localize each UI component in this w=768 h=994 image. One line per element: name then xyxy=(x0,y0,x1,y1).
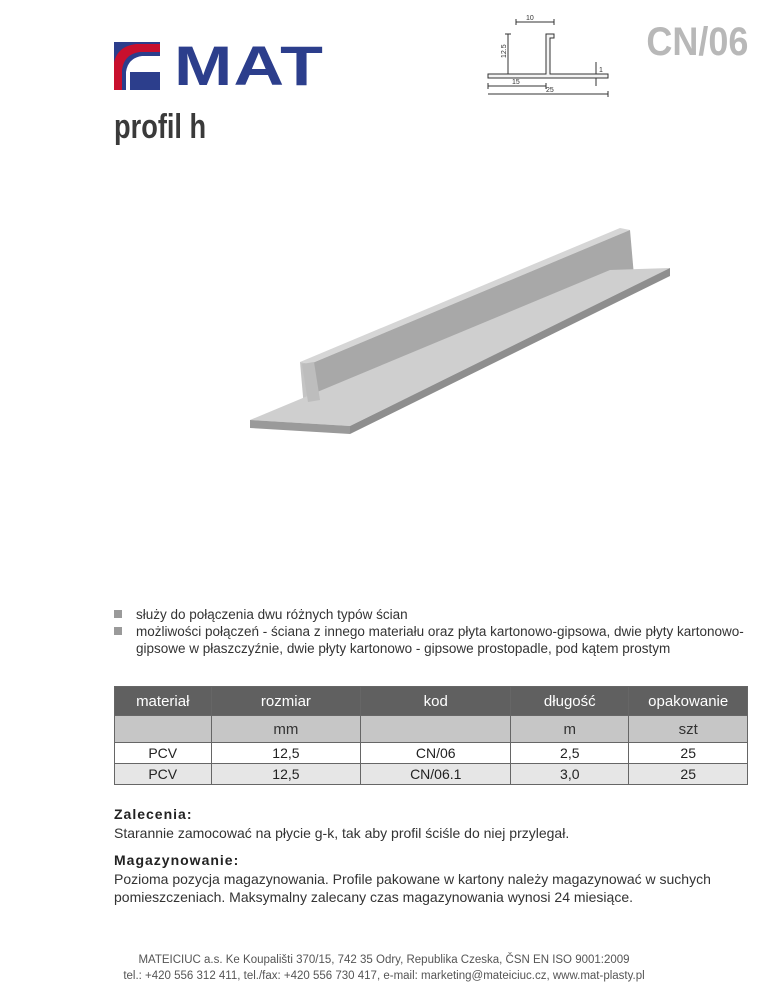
bullet-icon xyxy=(114,610,122,618)
feature-text: służy do połączenia dwu różnych typów ścian xyxy=(136,607,408,622)
feature-item xyxy=(114,606,754,623)
mat-logo xyxy=(114,34,328,97)
unit-cell: mm xyxy=(211,716,361,743)
dim-total-label: 25 xyxy=(546,87,554,94)
table-header-row xyxy=(115,687,748,716)
table-row xyxy=(115,764,748,785)
unit-cell xyxy=(361,716,511,743)
table-cell: PCV xyxy=(115,764,212,785)
storage-text: Pozioma pozycja magazynowania. Profile pakowane w kartony należy magazynować w suchych pomieszczeniach. Maksymalny zalecany czas magazynowania wynosi 24 miesiące. xyxy=(114,871,711,905)
table-units-row xyxy=(115,716,748,743)
col-header: rozmiar xyxy=(211,687,361,716)
logo-mark-icon xyxy=(114,42,174,90)
bullet-icon xyxy=(114,627,122,635)
feature-list xyxy=(114,606,754,657)
dim-height-label: 12.5 xyxy=(501,44,508,58)
dim-left-label: 15 xyxy=(512,79,520,86)
storage-title: Magazynowanie: xyxy=(114,852,240,868)
table-cell: 25 xyxy=(629,764,748,785)
recommendation-text: Starannie zamocować na płycie g-k, tak aby profil ściśle do niej przylegał. xyxy=(114,825,570,841)
table-cell: PCV xyxy=(115,743,212,764)
spec-table xyxy=(114,686,748,785)
feature-item xyxy=(114,623,754,657)
table-cell: 12,5 xyxy=(211,743,361,764)
table-cell: 25 xyxy=(629,743,748,764)
feature-text: możliwości połączeń - ściana z innego materiału oraz płyta kartonowo-gipsowa, dwie płyty kartonowo-gipsowe w płaszczyźnie, dwie płyty kartonowo - gipsowe prostopadle, pod kątem prostym xyxy=(136,624,744,656)
table-cell: CN/06 xyxy=(361,743,511,764)
table-cell: CN/06.1 xyxy=(361,764,511,785)
profile-3d-illustration xyxy=(250,222,670,434)
logo-text: MAT xyxy=(174,34,325,97)
dim-top-label: 10 xyxy=(526,15,534,22)
unit-cell: szt xyxy=(629,716,748,743)
product-code: CN/06 xyxy=(645,20,748,64)
col-header: opakowanie xyxy=(629,687,748,716)
dim-thickness-label: 1 xyxy=(599,67,603,74)
table-row xyxy=(115,743,748,764)
table-cell: 2,5 xyxy=(511,743,629,764)
footer-contact: tel.: +420 556 312 411, tel./fax: +420 556 730 417, e-mail: marketing@mateiciuc.cz, www.mat-plasty.pl xyxy=(123,970,645,982)
unit-cell xyxy=(115,716,212,743)
col-header: kod xyxy=(361,687,511,716)
unit-cell: m xyxy=(511,716,629,743)
col-header: materiał xyxy=(115,687,212,716)
footer-address: MATEICIUC a.s. Ke Koupališti 370/15, 742 35 Odry, Republika Czeska, ČSN EN ISO 9001:2009 xyxy=(138,954,630,966)
profile-section-diagram xyxy=(482,12,612,98)
col-header: długość xyxy=(511,687,629,716)
table-cell: 12,5 xyxy=(211,764,361,785)
technical-drawing xyxy=(482,12,612,98)
recommendation-title: Zalecenia: xyxy=(114,806,193,822)
product-image xyxy=(250,222,670,434)
page-title: profil h xyxy=(114,108,207,146)
table-cell: 3,0 xyxy=(511,764,629,785)
